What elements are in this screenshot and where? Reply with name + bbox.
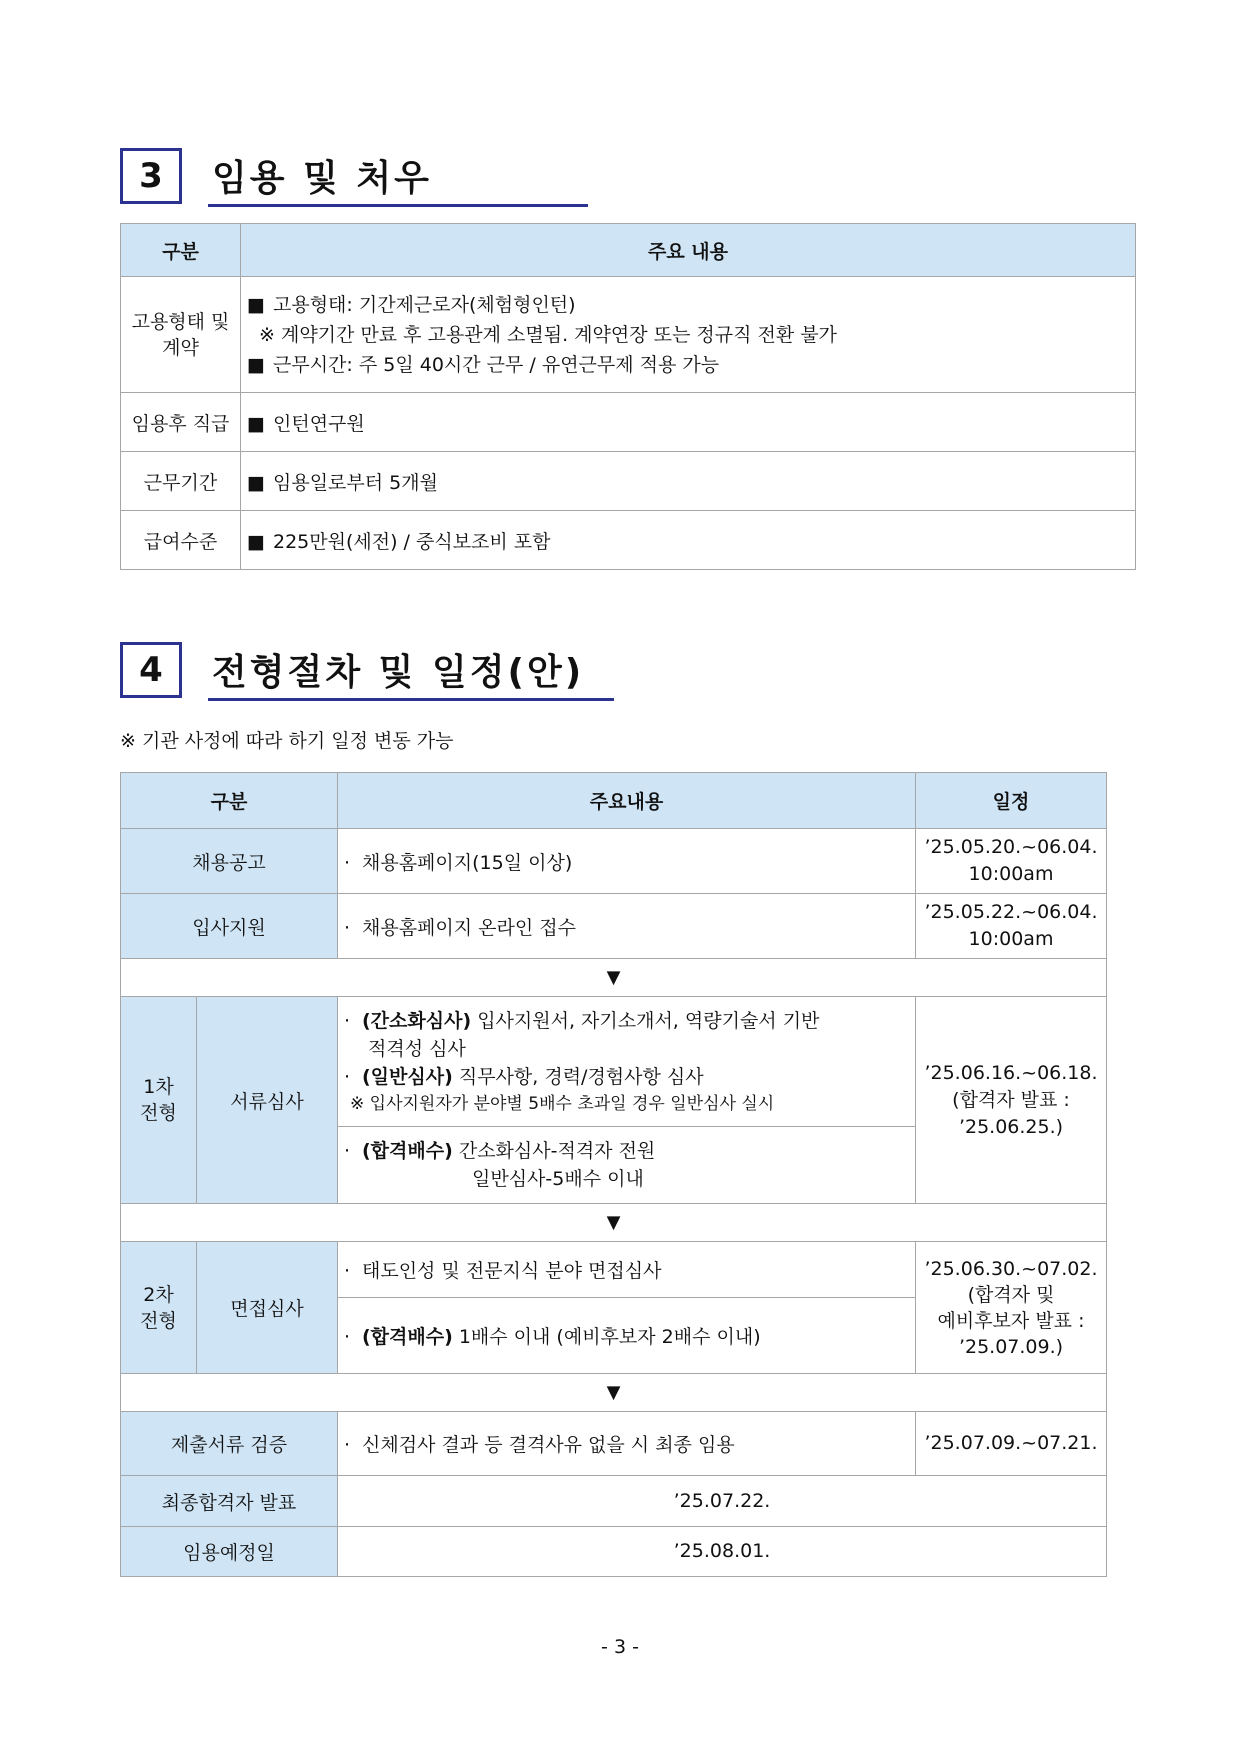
row-schedule: ’25.08.01.: [338, 1527, 1107, 1577]
row-content: · (간소화심사) 입사지원서, 자기소개서, 역량기술서 기반 적격성 심사 · (일반심사) 직무사항, 경력/경험사항 심사 ※ 입사지원자가 분야별 5배수 초과일 경우 일반심사 실시: [338, 997, 916, 1127]
row-label: 근무기간: [121, 452, 241, 511]
table-row: [121, 1527, 1107, 1577]
down-arrow-icon: ▼: [121, 1374, 1107, 1412]
stage-label: 2차 전형: [121, 1242, 197, 1374]
square-bullet-icon: ■: [247, 530, 265, 553]
row-label: 채용공고: [121, 829, 338, 894]
row-content: · 채용홈페이지(15일 이상): [338, 829, 916, 894]
stage-sub-label: 서류심사: [197, 997, 338, 1204]
down-arrow-icon: ▼: [121, 959, 1107, 997]
row-content: ■ 임용일로부터 5개월: [241, 452, 1136, 511]
row-content: · 신체검사 결과 등 결격사유 없을 시 최종 임용: [338, 1412, 916, 1476]
table-row: [121, 511, 1136, 570]
row-content: ■ 225만원(세전) / 중식보조비 포함: [241, 511, 1136, 570]
row-label: 급여수준: [121, 511, 241, 570]
table-row: [121, 1412, 1107, 1476]
row-schedule: ’25.05.20.~06.04. 10:00am: [916, 829, 1107, 894]
table-row: [121, 1476, 1107, 1527]
table-row: [121, 894, 1107, 959]
section-title: 임용 및 처우: [212, 158, 432, 199]
header-category: 구분: [121, 224, 241, 277]
employment-terms-table: [120, 223, 1136, 570]
schedule-change-note: ※ 기관 사정에 따라 하기 일정 변동 가능: [120, 730, 454, 752]
row-label: 임용후 직급: [121, 393, 241, 452]
header-schedule: 일정: [916, 773, 1107, 829]
row-schedule: ’25.06.16.~06.18. (합격자 발표 : ’25.06.25.): [916, 997, 1107, 1204]
row-label: 임용예정일: [121, 1527, 338, 1577]
table-row: [121, 829, 1107, 894]
section-number-box: 4: [120, 642, 182, 698]
down-arrow-icon: ▼: [121, 1204, 1107, 1242]
row-label: 입사지원: [121, 894, 338, 959]
row-content: · 채용홈페이지 온라인 접수: [338, 894, 916, 959]
header-main-content: 주요내용: [338, 773, 916, 829]
stage-sub-label: 면접심사: [197, 1242, 338, 1374]
row-label: 고용형태 및 계약: [121, 277, 241, 393]
square-bullet-icon: ■: [247, 293, 265, 316]
row-content: ■ 인턴연구원: [241, 393, 1136, 452]
row-schedule: ’25.07.09.~07.21.: [916, 1412, 1107, 1476]
section-underline: [208, 698, 614, 701]
row-schedule: ’25.07.22.: [338, 1476, 1107, 1527]
table-row: [121, 393, 1136, 452]
arrow-row: [121, 1204, 1107, 1242]
arrow-row: [121, 959, 1107, 997]
square-bullet-icon: ■: [247, 412, 265, 435]
row-content: ■ 고용형태: 기간제근로자(체험형인턴) ※ 계약기간 만료 후 고용관계 소멸됨. 계약연장 또는 정규직 전환 불가 ■ 근무시간: 주 5일 40시간 근무 / 유연근무제 적용 가능: [241, 277, 1136, 393]
section-number-box: 3: [120, 148, 182, 204]
square-bullet-icon: ■: [247, 353, 265, 376]
stage-label: 1차 전형: [121, 997, 197, 1204]
square-bullet-icon: ■: [247, 471, 265, 494]
table-row: [121, 1242, 1107, 1298]
page-number: - 3 -: [601, 1636, 639, 1658]
table-row: [121, 452, 1136, 511]
row-schedule: ’25.05.22.~06.04. 10:00am: [916, 894, 1107, 959]
selection-schedule-table: [120, 772, 1107, 1577]
row-label: 최종합격자 발표: [121, 1476, 338, 1527]
table-header-row: [121, 773, 1107, 829]
row-content: · (합격배수) 1배수 이내 (예비후보자 2배수 이내): [338, 1298, 916, 1374]
section-title: 전형절차 및 일정(안): [212, 652, 585, 693]
row-label: 제출서류 검증: [121, 1412, 338, 1476]
section-underline: [208, 204, 588, 207]
arrow-row: [121, 1374, 1107, 1412]
header-main-content: 주요 내용: [241, 224, 1136, 277]
row-content: · (합격배수) 간소화심사-적격자 전원 일반심사-5배수 이내: [338, 1127, 916, 1204]
table-row: [121, 997, 1107, 1127]
table-header-row: [121, 224, 1136, 277]
table-row: [121, 277, 1136, 393]
row-content: · 태도인성 및 전문지식 분야 면접심사: [338, 1242, 916, 1298]
row-schedule: ’25.06.30.~07.02. (합격자 및 예비후보자 발표 : ’25.07.09.): [916, 1242, 1107, 1374]
header-category: 구분: [121, 773, 338, 829]
